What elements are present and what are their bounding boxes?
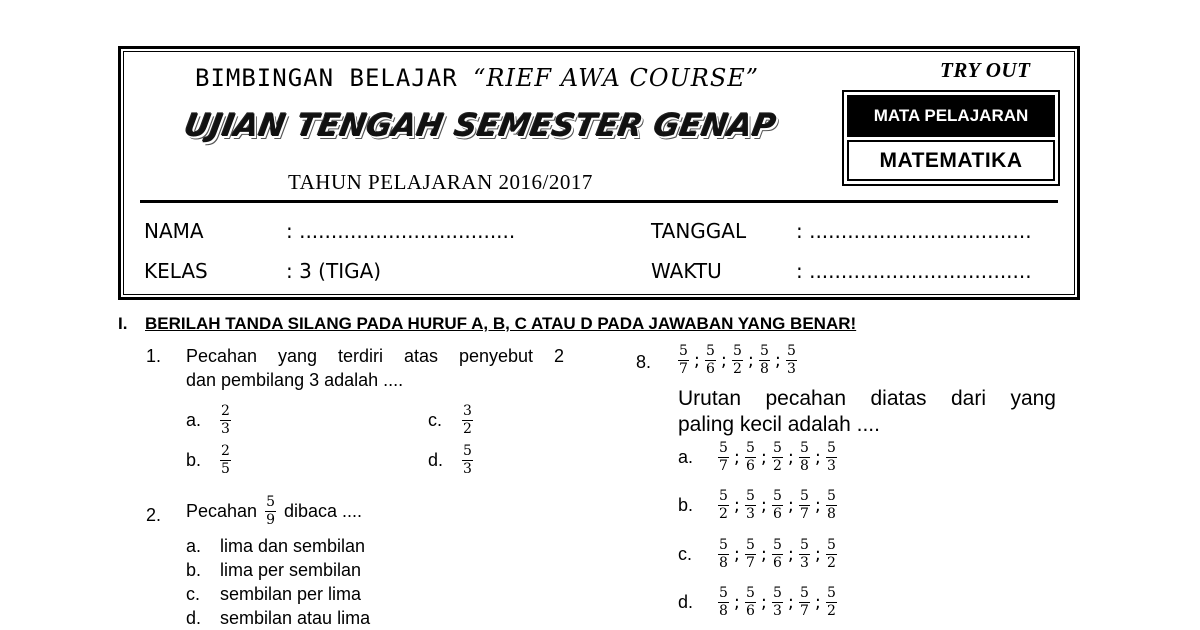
denominator: 7 (800, 603, 809, 619)
fraction (718, 585, 729, 620)
q8-option-a[interactable] (678, 440, 837, 475)
fraction (705, 343, 716, 378)
fraction (745, 488, 756, 523)
numerator: 5 (719, 585, 728, 601)
q1-option-a[interactable] (186, 403, 231, 438)
numerator: 2 (221, 403, 230, 419)
nama-field[interactable]: : .................................. (286, 219, 516, 243)
denominator: 6 (746, 458, 755, 474)
fraction (826, 537, 837, 572)
section-instruction: BERILAH TANDA SILANG PADA HURUF A, B, C ATAU D PADA JAWABAN YANG BENAR! (145, 314, 857, 333)
numerator: 5 (787, 343, 796, 359)
numerator: 5 (746, 488, 755, 504)
option-letter: d. (186, 608, 202, 628)
numerator: 5 (827, 488, 836, 504)
denominator: 2 (733, 361, 742, 377)
option-letter: a. (186, 536, 202, 556)
q1-option-d[interactable] (428, 443, 473, 478)
course-name: “RIEF AWA COURSE” (473, 64, 760, 92)
fraction (718, 440, 729, 475)
fraction (759, 343, 770, 378)
q2-text-before: Pecahan (186, 501, 258, 521)
denominator: 8 (760, 361, 769, 377)
separator: ; (733, 544, 740, 565)
separator: ; (760, 544, 767, 565)
exam-title: UJIAN TENGAH SEMESTER GENAP (181, 108, 780, 144)
fraction (745, 537, 756, 572)
q1-text-line1: Pecahan yang terdiri atas penyebut 2 (186, 346, 564, 366)
kelas-value: : 3 (TIGA) (286, 259, 382, 283)
fraction (462, 403, 473, 438)
option-fractions (718, 488, 837, 523)
numerator: 5 (773, 585, 782, 601)
option-text: sembilan atau lima (220, 608, 371, 628)
kelas-label: KELAS (144, 259, 208, 283)
denominator: 6 (773, 555, 782, 571)
q8-option-d[interactable] (678, 585, 837, 620)
course-title (195, 64, 759, 92)
option-letter: a. (186, 410, 202, 430)
separator: ; (733, 592, 740, 613)
q8-text-line2: paling kecil adalah .... (678, 413, 880, 436)
fraction (799, 488, 810, 523)
numerator: 3 (463, 403, 472, 419)
denominator: 3 (746, 506, 755, 522)
separator: ; (787, 495, 794, 516)
fraction (745, 440, 756, 475)
denominator: 2 (827, 555, 836, 571)
numerator: 5 (746, 537, 755, 553)
fraction (220, 443, 231, 478)
academic-year: TAHUN PELAJARAN 2016/2017 (288, 170, 593, 194)
course-title-prefix: BIMBINGAN BELAJAR (195, 64, 474, 92)
section-number: I. (118, 314, 128, 333)
fraction (799, 537, 810, 572)
subject-box (842, 90, 1060, 186)
denominator: 7 (746, 555, 755, 571)
denominator: 3 (221, 421, 230, 437)
numerator: 5 (800, 537, 809, 553)
fraction (220, 403, 231, 438)
option-text: lima per sembilan (220, 560, 362, 580)
numerator: 2 (221, 443, 230, 459)
option-letter: b. (678, 495, 694, 515)
q1-option-b[interactable] (186, 443, 231, 478)
separator: ; (733, 495, 740, 516)
q8-option-b[interactable] (678, 488, 837, 523)
denominator: 3 (463, 461, 472, 477)
option-letter: c. (678, 544, 693, 564)
numerator: 5 (760, 343, 769, 359)
header-divider (140, 200, 1058, 203)
denominator: 3 (773, 603, 782, 619)
denominator: 2 (773, 458, 782, 474)
separator: ; (747, 350, 754, 371)
separator: ; (787, 544, 794, 565)
denominator: 7 (800, 506, 809, 522)
q8-option-c[interactable] (678, 537, 837, 572)
denominator: 6 (773, 506, 782, 522)
fraction (799, 585, 810, 620)
subject-label: MATA PELAJARAN (847, 95, 1055, 137)
q8-number: 8. (636, 352, 652, 372)
separator: ; (720, 350, 727, 371)
fraction (678, 343, 689, 378)
q2-option-d[interactable] (186, 608, 370, 629)
numerator: 5 (266, 494, 275, 510)
fraction (772, 585, 783, 620)
numerator: 5 (719, 440, 728, 456)
numerator: 5 (463, 443, 472, 459)
denominator: 3 (787, 361, 796, 377)
separator: ; (814, 592, 821, 613)
fraction (772, 488, 783, 523)
q2-text-after: dibaca .... (283, 501, 363, 521)
separator: ; (760, 495, 767, 516)
denominator: 7 (679, 361, 688, 377)
denominator: 2 (463, 421, 472, 437)
option-letter: c. (428, 410, 443, 430)
separator: ; (814, 495, 821, 516)
q8-sequence (678, 343, 797, 378)
separator: ; (814, 544, 821, 565)
option-text: lima dan sembilan (220, 536, 366, 556)
option-fractions (718, 440, 837, 475)
fraction (732, 343, 743, 378)
separator: ; (774, 350, 781, 371)
fraction (799, 440, 810, 475)
separator: ; (693, 350, 700, 371)
nama-label: NAMA (144, 219, 204, 243)
numerator: 5 (719, 537, 728, 553)
option-fractions (718, 537, 837, 572)
denominator: 8 (827, 506, 836, 522)
numerator: 5 (746, 440, 755, 456)
denominator: 8 (719, 603, 728, 619)
numerator: 5 (800, 440, 809, 456)
denominator: 9 (266, 512, 275, 528)
q2-option-b[interactable] (186, 560, 361, 581)
option-letter: d. (678, 592, 694, 612)
subject-value: MATEMATIKA (847, 140, 1055, 181)
numerator: 5 (800, 585, 809, 601)
option-letter: c. (186, 584, 201, 604)
numerator: 5 (679, 343, 688, 359)
numerator: 5 (800, 488, 809, 504)
tanggal-label: TANGGAL (651, 219, 747, 243)
q1-option-c[interactable] (428, 403, 473, 438)
numerator: 5 (773, 488, 782, 504)
denominator: 7 (719, 458, 728, 474)
numerator: 5 (773, 440, 782, 456)
separator: ; (787, 592, 794, 613)
numerator: 5 (746, 585, 755, 601)
numerator: 5 (827, 537, 836, 553)
q2-text (186, 494, 362, 529)
tryout-label: TRY OUT (940, 58, 1031, 82)
denominator: 2 (827, 603, 836, 619)
fraction (718, 488, 729, 523)
option-letter: b. (186, 560, 202, 580)
numerator: 5 (706, 343, 715, 359)
separator: ; (760, 447, 767, 468)
q1-number: 1. (146, 346, 162, 366)
fraction (772, 440, 783, 475)
q2-number: 2. (146, 505, 162, 525)
tanggal-field[interactable]: : ................................... (796, 219, 1032, 243)
separator: ; (787, 447, 794, 468)
separator: ; (733, 447, 740, 468)
numerator: 5 (773, 537, 782, 553)
denominator: 3 (827, 458, 836, 474)
fraction (745, 585, 756, 620)
denominator: 3 (800, 555, 809, 571)
option-letter: a. (678, 447, 694, 467)
option-text: sembilan per lima (220, 584, 362, 604)
option-fractions (718, 585, 837, 620)
fraction (265, 494, 276, 529)
fraction (826, 488, 837, 523)
fraction (772, 537, 783, 572)
fraction (826, 585, 837, 620)
option-letter: b. (186, 450, 202, 470)
q2-option-c[interactable] (186, 584, 361, 605)
waktu-label: WAKTU (651, 259, 722, 283)
separator: ; (760, 592, 767, 613)
denominator: 8 (800, 458, 809, 474)
q1-text-line2: dan pembilang 3 adalah .... (186, 370, 404, 390)
denominator: 8 (719, 555, 728, 571)
fraction (462, 443, 473, 478)
denominator: 6 (746, 603, 755, 619)
q8-text-line1: Urutan pecahan diatas dari yang (678, 387, 1056, 410)
option-letter: d. (428, 450, 444, 470)
denominator: 2 (719, 506, 728, 522)
fraction (786, 343, 797, 378)
numerator: 5 (827, 440, 836, 456)
fraction (826, 440, 837, 475)
numerator: 5 (827, 585, 836, 601)
numerator: 5 (733, 343, 742, 359)
fraction (718, 537, 729, 572)
denominator: 6 (706, 361, 715, 377)
q2-option-a[interactable] (186, 536, 365, 557)
numerator: 5 (719, 488, 728, 504)
waktu-field[interactable]: : ................................... (796, 259, 1032, 283)
denominator: 5 (221, 461, 230, 477)
separator: ; (814, 447, 821, 468)
